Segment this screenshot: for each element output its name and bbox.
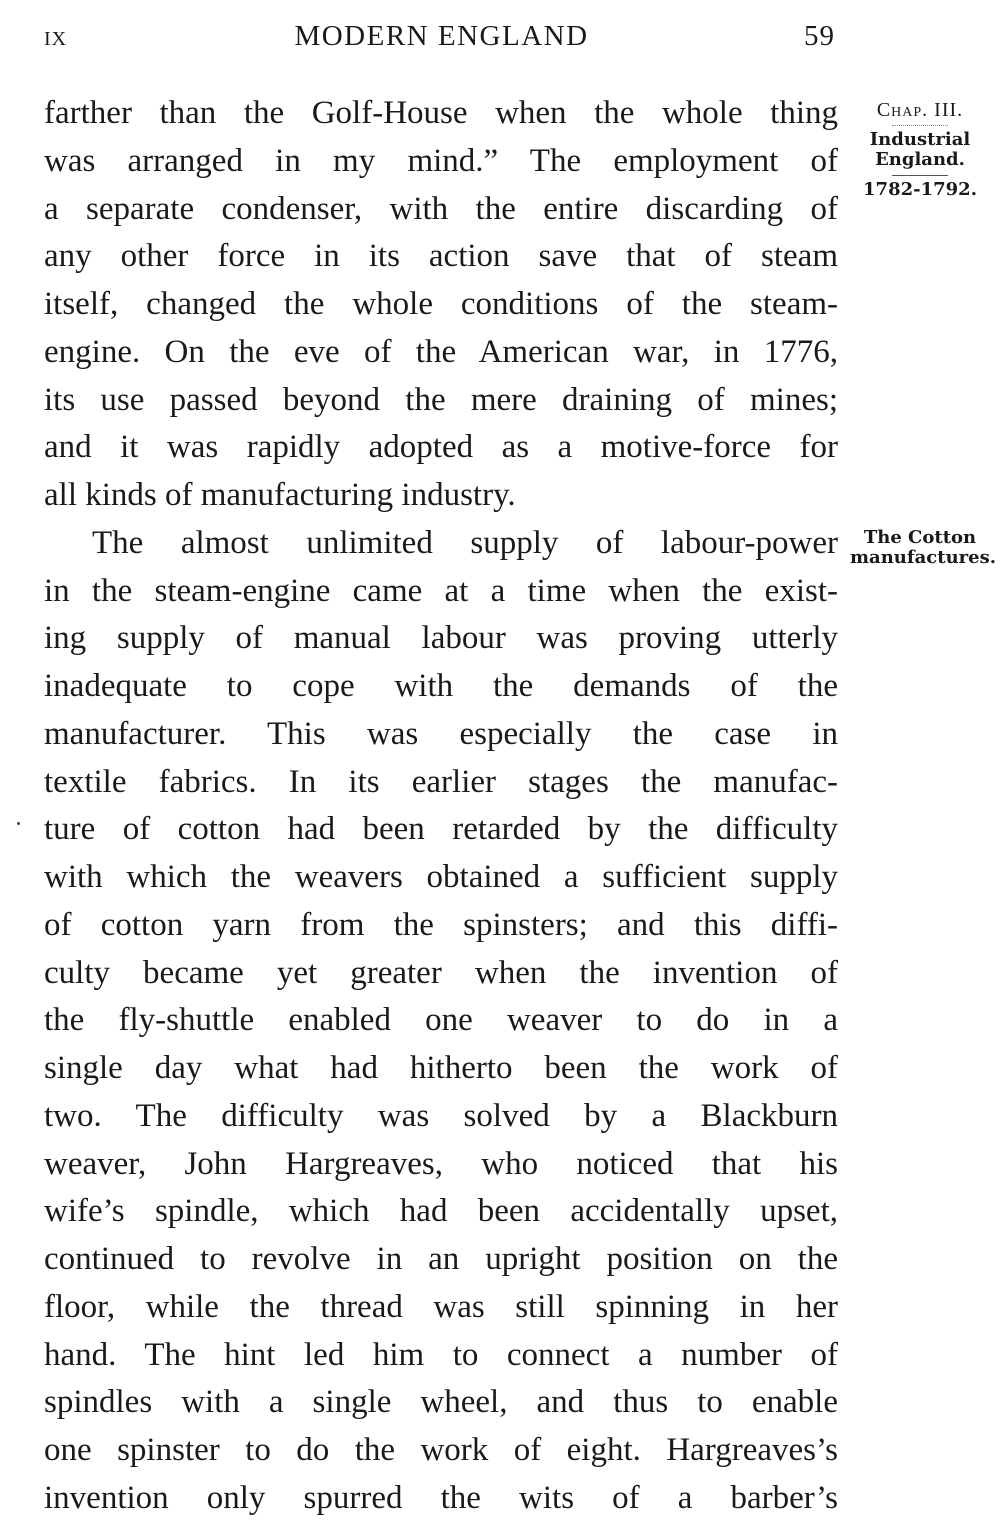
paragraph-start-line: The almost unlimited supply of labour-power (92, 524, 838, 561)
text-line: manufacturer. This was especially the case in (44, 715, 838, 752)
text-line: culty became yet greater when the invention of (44, 954, 838, 991)
stray-ink-mark (17, 822, 20, 825)
text-line: in the steam-engine came at a time when the exist- (44, 572, 838, 609)
text-line: continued to revolve in an upright position on the (44, 1241, 838, 1277)
text-line: the fly-shuttle enabled one weaver to do in a (44, 1002, 838, 1039)
text-line: hand. The hint led him to connect a number of (44, 1336, 838, 1373)
text-line: farther than the Golf-House when the whole thing (44, 95, 838, 131)
running-title: MODERN ENGLAND (294, 20, 589, 52)
text-line: textile fabrics. In its earlier stages the manufac- (44, 763, 838, 800)
page-number: 59 (804, 20, 835, 52)
text-line: wife’s spindle, which had been accidentally upset, (44, 1193, 838, 1230)
margin-chapter-label: Chap. III. (876, 99, 964, 121)
text-line: itself, changed the whole conditions of the steam- (44, 286, 838, 322)
text-line: of cotton yarn from the spinsters; and this diffi- (44, 906, 838, 943)
text-line: a separate condenser, with the entire discarding of (44, 190, 838, 227)
text-line: with which the weavers obtained a sufficient supply (44, 859, 838, 895)
text-line: and it was rapidly adopted as a motive-force for (44, 429, 838, 466)
text-line: ing supply of manual labour was proving utterly (44, 620, 838, 657)
margin-topic-label: The Cotton manufactures. (850, 527, 996, 568)
body-text (44, 90, 838, 1523)
text-line: single day what had hitherto been the work of (44, 1050, 838, 1086)
text-line: any other force in its action save that of steam (44, 238, 838, 275)
text-line: one spinster to do the work of eight. Hargreaves’s (44, 1432, 838, 1468)
text-line: engine. On the eve of the American war, in 1776, (44, 333, 838, 370)
margin-divider (892, 175, 948, 176)
margin-date-range: 1782-1792. (863, 179, 977, 200)
text-line: inadequate to cope with the demands of the (44, 668, 838, 704)
margin-note-chapter-block (850, 100, 990, 200)
text-line: weaver, John Hargreaves, who noticed that his (44, 1145, 838, 1182)
text-line: its use passed beyond the mere draining of mines; (44, 381, 838, 418)
text-line: spindles with a single wheel, and thus to enable (44, 1384, 838, 1421)
margin-section-label: Industrial England. (869, 129, 971, 170)
text-line: invention only spurred the wits of a barber’s (44, 1479, 838, 1516)
text-line: two. The difficulty was solved by a Blackburn (44, 1097, 838, 1134)
chapter-roman-numeral: ix (44, 20, 68, 52)
margin-note-topic (850, 527, 996, 568)
text-line: floor, while the thread was still spinning in her (44, 1288, 838, 1325)
text-line: ture of cotton had been retarded by the difficulty (44, 811, 838, 848)
text-line: was arranged in my mind.” The employment of (44, 142, 838, 179)
margin-divider (892, 125, 948, 126)
running-header (44, 20, 839, 56)
paragraph-end-line: all kinds of manufacturing industry. (44, 477, 516, 513)
